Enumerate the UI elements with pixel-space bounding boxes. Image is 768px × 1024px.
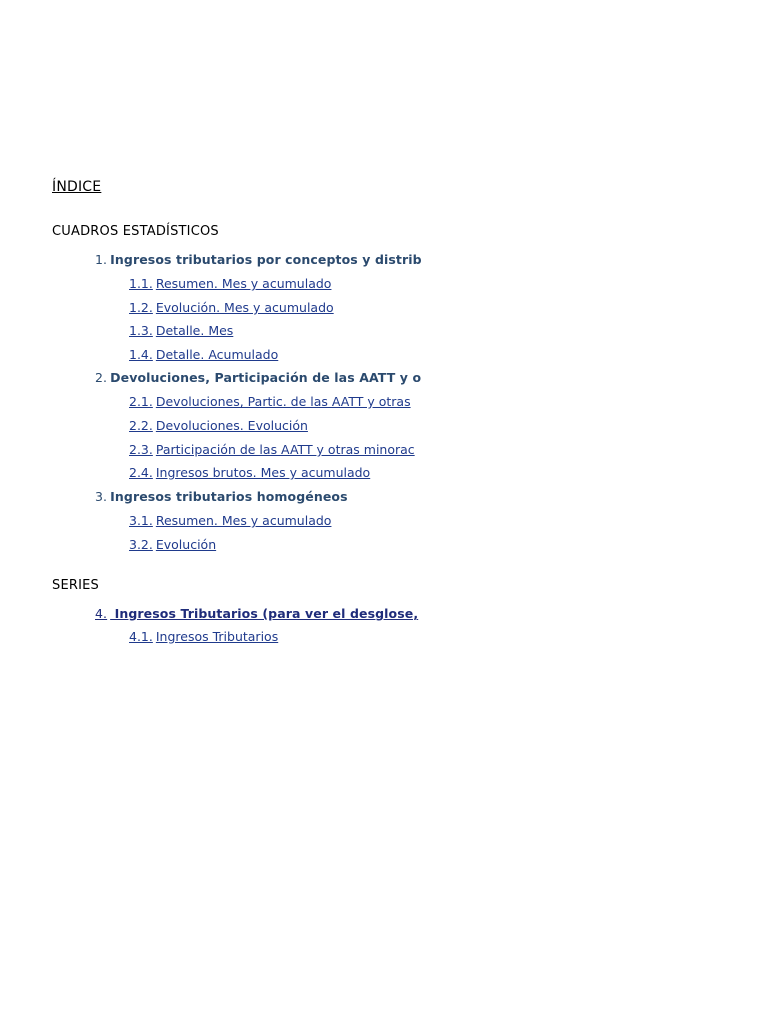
toc-link-2-1[interactable]	[129, 394, 411, 410]
toc-link-label[interactable]: Devoluciones, Partic. de las AATT y otras	[155, 394, 411, 409]
toc-item-3[interactable]	[95, 489, 348, 505]
toc-link-label[interactable]: Evolución	[155, 537, 217, 552]
toc-item-label: Ingresos tributarios homogéneos	[110, 489, 348, 504]
toc-link-1-3[interactable]	[129, 323, 233, 339]
toc-link-number[interactable]: 4.1.	[129, 629, 153, 644]
toc-link-number[interactable]: 3.1.	[129, 513, 153, 528]
toc-item-label: Devoluciones, Participación de las AATT y o	[110, 370, 422, 385]
toc-link-number[interactable]: 2.2.	[129, 418, 153, 433]
toc-link-label[interactable]: Resumen. Mes y acumulado	[155, 513, 332, 528]
toc-link-number[interactable]: 2.1.	[129, 394, 153, 409]
toc-item-number: 2.	[95, 370, 108, 385]
section-heading-series: SERIES	[52, 578, 99, 593]
toc-item-number[interactable]: 4.	[95, 606, 108, 621]
toc-link-label[interactable]: Ingresos brutos. Mes y acumulado	[155, 465, 371, 480]
toc-link-3-1[interactable]	[129, 513, 331, 529]
toc-link-number[interactable]: 1.3.	[129, 323, 153, 338]
toc-link-4-1[interactable]	[129, 629, 278, 645]
toc-link-1-1[interactable]	[129, 276, 331, 292]
section-heading-cuadros: CUADROS ESTADÍSTICOS	[52, 224, 219, 239]
toc-item-label: Ingresos tributarios por conceptos y distrib	[110, 252, 422, 267]
toc-item-1[interactable]	[95, 252, 422, 268]
toc-link-label[interactable]: Detalle. Mes	[155, 323, 234, 338]
toc-item-2[interactable]	[95, 370, 421, 386]
toc-link-number[interactable]: 1.2.	[129, 300, 153, 315]
toc-link-number[interactable]: 1.1.	[129, 276, 153, 291]
toc-link-2-4[interactable]	[129, 465, 370, 481]
toc-link-label[interactable]: Resumen. Mes y acumulado	[155, 276, 332, 291]
toc-item-label[interactable]: Ingresos Tributarios (para ver el desglose,	[110, 606, 419, 621]
toc-link-number[interactable]: 3.2.	[129, 537, 153, 552]
toc-link-label[interactable]: Evolución. Mes y acumulado	[155, 300, 334, 315]
index-title: ÍNDICE	[52, 179, 102, 195]
toc-link-1-4[interactable]	[129, 347, 278, 363]
toc-item-4[interactable]	[95, 606, 418, 622]
toc-link-3-2[interactable]	[129, 537, 216, 553]
toc-item-number: 1.	[95, 252, 108, 267]
toc-link-1-2[interactable]	[129, 300, 334, 316]
toc-link-2-2[interactable]	[129, 418, 308, 434]
toc-link-label[interactable]: Detalle. Acumulado	[155, 347, 279, 362]
toc-link-label[interactable]: Participación de las AATT y otras minorac	[155, 442, 415, 457]
toc-link-number[interactable]: 2.4.	[129, 465, 153, 480]
toc-link-label[interactable]: Ingresos Tributarios	[155, 629, 279, 644]
toc-link-number[interactable]: 2.3.	[129, 442, 153, 457]
toc-link-label[interactable]: Devoluciones. Evolución	[155, 418, 308, 433]
toc-link-number[interactable]: 1.4.	[129, 347, 153, 362]
toc-link-2-3[interactable]	[129, 442, 415, 458]
toc-item-number: 3.	[95, 489, 108, 504]
